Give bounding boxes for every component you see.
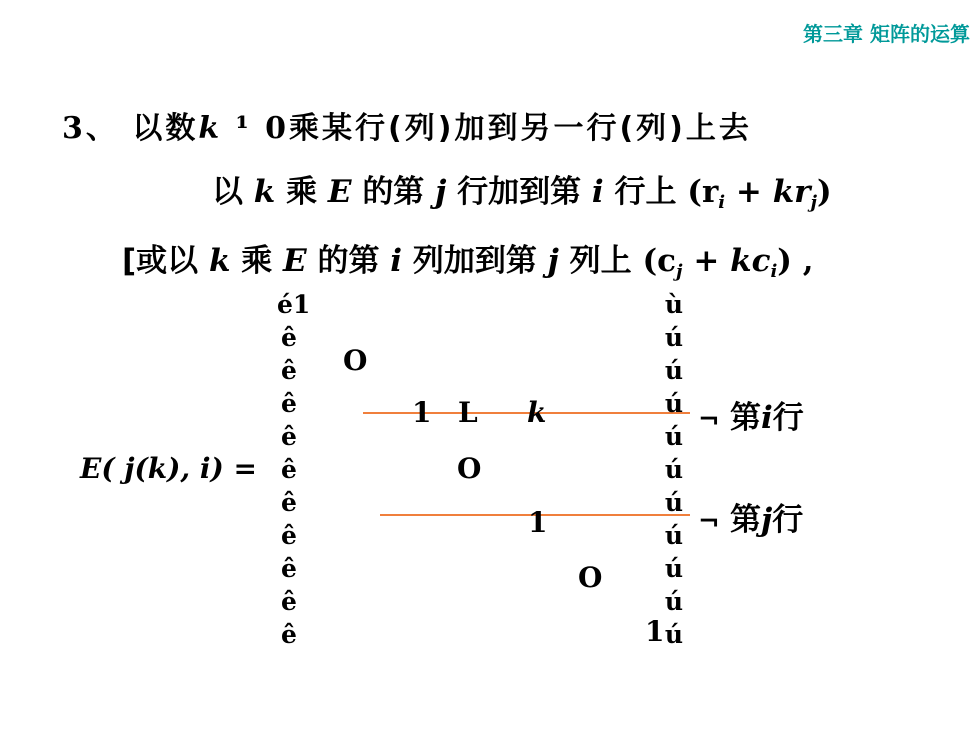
row-i-dots: L xyxy=(458,396,478,429)
diag-dots-1: O xyxy=(343,344,368,377)
left-bracket-glyph: ê xyxy=(281,620,297,649)
right-bracket-glyph: ú xyxy=(664,521,684,550)
right-bracket-glyph: ú xyxy=(664,323,684,352)
row-i-k: k xyxy=(527,396,547,429)
row-i-label xyxy=(698,392,804,437)
left-bracket-glyph: é1 xyxy=(277,290,311,319)
left-bracket-glyph: ê xyxy=(281,356,297,385)
right-bracket-glyph: ú xyxy=(664,455,684,484)
var-j: j xyxy=(435,174,447,210)
var-E: E xyxy=(327,174,352,210)
var-k: k xyxy=(208,243,231,279)
row-j-one: 1 xyxy=(528,506,548,539)
sub-i: i xyxy=(770,261,778,282)
var-E: E xyxy=(283,243,307,279)
text: 以 xyxy=(212,174,243,210)
diag-dots-3: O xyxy=(578,561,603,594)
row-j-label xyxy=(698,494,803,539)
left-bracket-glyph: ê xyxy=(281,587,297,616)
diag-dots-2: O xyxy=(457,452,482,485)
op-mid: + kc xyxy=(682,243,771,279)
right-bracket-glyph: ú xyxy=(664,620,684,649)
text: 乘 xyxy=(241,243,273,279)
chapter-header: 第三章 矩阵的运算 xyxy=(803,22,970,46)
var-k: k xyxy=(198,111,223,146)
op-close: ) xyxy=(817,174,832,210)
op-open: (r xyxy=(687,174,719,210)
var-i: i xyxy=(760,400,773,436)
var-k: k xyxy=(253,174,276,210)
var-j: j xyxy=(547,243,559,279)
right-bracket-glyph: ú xyxy=(664,389,684,418)
left-bracket-glyph: ê xyxy=(281,389,297,418)
text: [或以 xyxy=(122,243,199,279)
var-j: j xyxy=(760,502,773,538)
last-diag-one: 1 xyxy=(645,615,665,648)
comma: , xyxy=(802,243,814,279)
item-text-b: 乘某行(列)加到另一行(列)上去 xyxy=(289,111,752,146)
op-close: ) xyxy=(777,243,792,279)
var-i: i xyxy=(591,174,604,210)
left-bracket-glyph: ê xyxy=(281,521,297,550)
text: 的第 xyxy=(317,243,380,279)
var-i: i xyxy=(390,243,403,279)
right-bracket-glyph: ù xyxy=(664,290,684,319)
right-bracket-glyph: ú xyxy=(664,554,684,583)
right-bracket-glyph: ú xyxy=(664,488,684,517)
text: 列上 xyxy=(569,243,632,279)
text: 乘 xyxy=(286,174,318,210)
sub-j: j xyxy=(676,261,683,282)
right-bracket-glyph: ú xyxy=(664,422,684,451)
text: 行上 xyxy=(614,174,677,210)
left-bracket-glyph: ê xyxy=(281,323,297,352)
sub-j: j xyxy=(810,192,818,213)
neq-symbol: ¹ xyxy=(235,111,252,146)
left-bracket xyxy=(277,288,311,651)
item-text-a: 以数 xyxy=(132,111,199,146)
text: 第 xyxy=(729,502,761,538)
text: 第 xyxy=(729,400,761,436)
right-bracket-glyph: ú xyxy=(664,587,684,616)
left-bracket-glyph: ê xyxy=(281,488,297,517)
left-bracket-glyph: ê xyxy=(281,554,297,583)
text: 行加到第 xyxy=(457,174,582,210)
text: 的第 xyxy=(362,174,425,210)
zero: 0 xyxy=(265,111,290,146)
op-open: (c xyxy=(642,243,677,279)
text: 行 xyxy=(772,502,804,538)
row-i-one: 1 xyxy=(412,396,432,429)
left-arrow-icon: ¬ xyxy=(698,405,720,435)
op-mid: + kr xyxy=(725,174,811,210)
item-number: 3、 xyxy=(62,111,119,146)
sub-i: i xyxy=(718,192,726,213)
matrix-lhs: E( j(k), i) = xyxy=(80,452,257,485)
right-bracket-glyph: ú xyxy=(664,356,684,385)
left-arrow-icon: ¬ xyxy=(698,507,720,537)
left-bracket-glyph: ê xyxy=(281,422,297,451)
text: 列加到第 xyxy=(412,243,537,279)
left-bracket-glyph: ê xyxy=(281,455,297,484)
text: 行 xyxy=(772,400,804,436)
right-bracket xyxy=(662,288,686,651)
